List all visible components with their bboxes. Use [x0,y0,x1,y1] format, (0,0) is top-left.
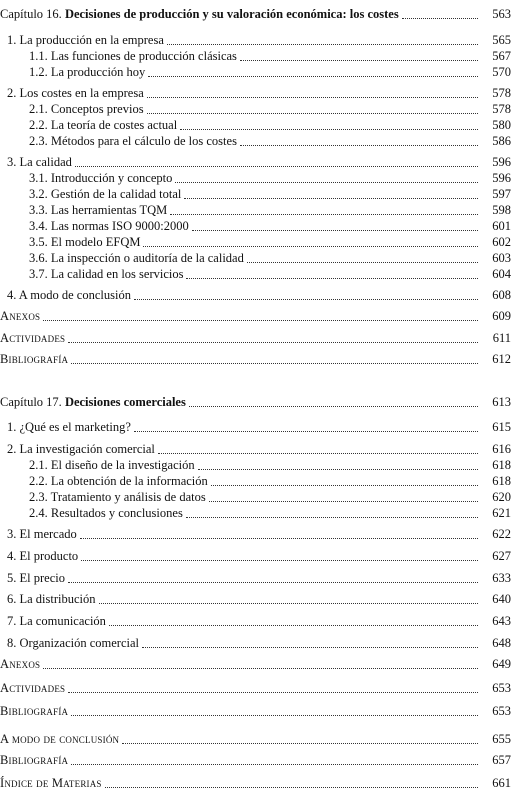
toc-entry-label: 2.2. La obtención de la información [29,474,208,488]
page-number: 565 [492,33,511,47]
chapter-16-title [0,7,401,22]
leader-dots [240,144,478,146]
toc-entry-label: 3.4. Las normas ISO 9000:2000 [29,219,189,233]
leader-dots [75,165,478,167]
page-number: 648 [492,636,511,650]
toc-entry [0,591,514,607]
page-number: 567 [492,49,511,63]
toc-entry-label: Anexos [0,309,41,323]
page-number: 653 [492,681,511,695]
page-number: 616 [492,442,511,456]
toc-entry-label: 2.1. El diseño de la investigación [29,458,195,472]
toc-entry [0,64,514,80]
toc-entry-label: Anexos [0,657,41,671]
toc-entry-label: 1.2. La producción hoy [29,65,146,79]
toc-entry-label: Actividades [0,681,66,695]
leader-dots [186,277,478,279]
toc-entry [0,457,514,473]
leader-dots [180,128,478,130]
toc-entry-label: 6. La distribución [7,592,96,606]
toc-entry [0,234,514,250]
page-number: 643 [492,614,511,628]
leader-dots [147,112,478,114]
toc-entry-label: Bibliografía [0,704,69,718]
toc-entry-label: 2.4. Resultados y conclusiones [29,506,183,520]
page-number: 649 [492,657,511,671]
toc-entry-label: 2.1. Conceptos previos [29,102,144,116]
toc-entry [0,218,514,234]
leader-dots [175,181,478,183]
toc-entry-indice-de-materias [0,775,514,791]
page-number: 596 [492,155,511,169]
leader-dots [148,75,478,77]
leader-dots [134,298,478,300]
page-number: 615 [492,420,511,434]
toc-entry-label: 3.7. La calidad en los servicios [29,267,184,281]
page-number: 661 [492,776,511,790]
leader-dots [68,341,478,343]
leader-dots [189,405,478,407]
toc-entry [0,570,514,586]
leader-dots [170,213,478,215]
leader-dots [122,742,478,744]
toc-entry-bibliografia [0,351,514,367]
toc-entry-label: Actividades [0,331,66,345]
leader-dots [184,197,478,199]
leader-dots [147,96,478,98]
leader-dots [68,691,478,693]
toc-entry [0,489,514,505]
toc-entry [0,32,514,48]
toc-entry [0,202,514,218]
toc-entry [0,635,514,651]
leader-dots [43,667,478,669]
page-number: 598 [492,203,511,217]
leader-dots [247,261,478,263]
page-number: 563 [492,7,511,21]
toc-entry [0,526,514,542]
page-number: 655 [492,732,511,746]
page-number: 580 [492,118,511,132]
toc-entry [0,186,514,202]
leader-dots [198,468,478,470]
page-number: 613 [492,395,511,409]
leader-dots [81,559,478,561]
toc-entry-actividades [0,330,514,346]
page-number: 640 [492,592,511,606]
leader-dots [71,763,478,765]
chapter-17-prefix: Capítulo 17. [0,395,62,409]
toc-entry-a-modo-de-conclusion [0,731,514,747]
toc-entry-label: 2. La investigación comercial [7,442,155,456]
toc-entry [0,505,514,521]
toc-entry-bibliografia-final [0,752,514,768]
leader-dots [134,430,478,432]
page-number: 609 [492,309,511,323]
toc-entry [0,133,514,149]
page-number: 596 [492,171,511,185]
page-number: 570 [492,65,511,79]
toc-entry-label: 2. Los costes en la empresa [7,86,144,100]
page-number: 603 [492,251,511,265]
toc-entry [0,613,514,629]
toc-entry-label: Índice de Materias [0,776,102,790]
leader-dots [43,319,478,321]
leader-dots [209,500,478,502]
toc-entry [0,48,514,64]
page-number: 608 [492,288,511,302]
toc-entry-anexos [0,308,514,324]
toc-entry-label: 3.3. Las herramientas TQM [29,203,168,217]
page-number: 601 [492,219,511,233]
chapter-17-heading [0,394,514,410]
toc-entry [0,266,514,282]
toc-entry-label: 4. El producto [7,549,79,563]
toc-entry [0,170,514,186]
leader-dots [211,484,478,486]
toc-entry-label: 1. La producción en la empresa [7,33,164,47]
chapter-16-name: Decisiones de producción y su valoración económica: los costes [64,7,399,21]
toc-entry-bibliografia [0,703,514,719]
toc-entry-label: 8. Organización comercial [7,636,140,650]
chapter-16-prefix: Capítulo 16. [0,7,62,21]
page-number: 604 [492,267,511,281]
toc-entry [0,473,514,489]
toc-entry [0,441,514,457]
page-number: 622 [492,527,511,541]
leader-dots [402,17,478,19]
toc-entry-label: 3.5. El modelo EFQM [29,235,141,249]
toc-entry-label: 2.3. Tratamiento y análisis de datos [29,490,206,504]
toc-entry-anexos [0,656,514,672]
toc-entry [0,287,514,303]
toc-entry-label: 3. La calidad [7,155,72,169]
page-number: 602 [492,235,511,249]
toc-entry-label: 1. ¿Qué es el marketing? [7,420,131,434]
leader-dots [186,516,478,518]
toc-entry-label: Bibliografía [0,352,69,366]
page-number: 618 [492,458,511,472]
leader-dots [99,602,478,604]
leader-dots [167,43,478,45]
chapter-16-heading [0,6,514,22]
page-number: 578 [492,102,511,116]
page-number: 611 [492,331,511,345]
page-number: 612 [492,352,511,366]
toc-entry [0,250,514,266]
page-number: 653 [492,704,511,718]
toc-entry-label: 7. La comunicación [7,614,106,628]
toc-entry [0,117,514,133]
toc-entry-label: 1.1. Las funciones de producción clásicas [29,49,237,63]
toc-entry-label: 3.1. Introducción y concepto [29,171,173,185]
leader-dots [80,537,478,539]
toc-entry [0,154,514,170]
page-number: 627 [492,549,511,563]
leader-dots [68,581,478,583]
leader-dots [105,786,478,788]
page-number: 578 [492,86,511,100]
page-number: 633 [492,571,511,585]
toc-entry-actividades [0,680,514,696]
page-number: 597 [492,187,511,201]
leader-dots [71,362,478,364]
page-number: 621 [492,506,511,520]
toc-entry [0,419,514,435]
toc-entry [0,101,514,117]
toc-entry-label: 2.2. La teoría de costes actual [29,118,178,132]
toc-entry-label: 5. El precio [7,571,65,585]
page-number: 657 [492,753,511,767]
toc-entry-label: A modo de conclusión [0,732,120,746]
toc-entry-label: 2.3. Métodos para el cálculo de los costes [29,134,237,148]
page-number: 586 [492,134,511,148]
chapter-17-name: Decisiones comerciales [64,395,186,409]
leader-dots [192,229,478,231]
page-number: 620 [492,490,511,504]
toc-entry-label: 3.2. Gestión de la calidad total [29,187,182,201]
leader-dots [109,624,478,626]
leader-dots [158,452,478,454]
leader-dots [71,714,478,716]
leader-dots [240,59,478,61]
toc-entry-label: 3. El mercado [7,527,77,541]
toc-entry-label: 4. A modo de conclusión [7,288,131,302]
leader-dots [142,646,478,648]
toc-entry-label: 3.6. La inspección o auditoría de la calidad [29,251,244,265]
toc-entry [0,548,514,564]
page-number: 618 [492,474,511,488]
leader-dots [143,245,478,247]
toc-entry-label: Bibliografía [0,753,69,767]
toc-entry [0,85,514,101]
chapter-17-title [0,395,188,410]
